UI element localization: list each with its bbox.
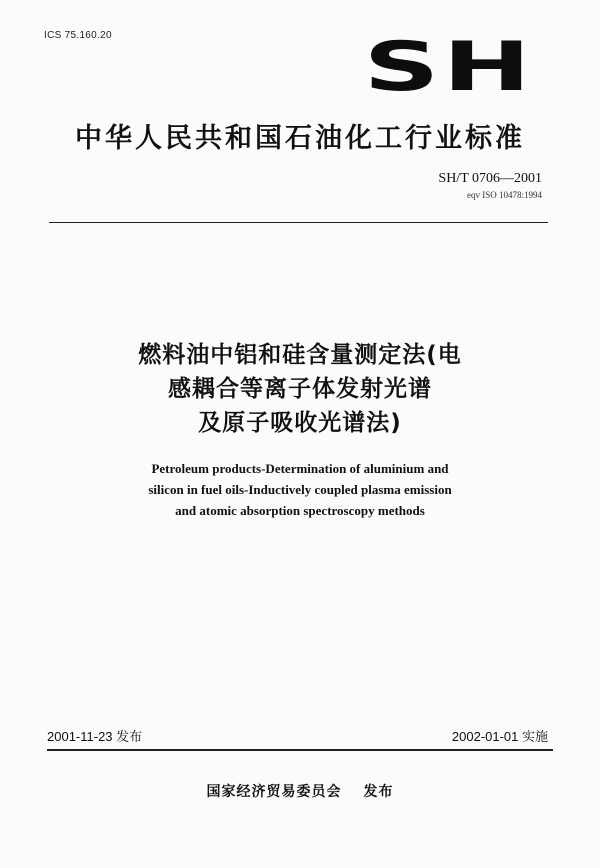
top-divider xyxy=(49,222,548,223)
english-title-line: Petroleum products-Determination of aluminium and xyxy=(151,461,449,476)
chinese-title-line: 感耦合等离子体发射光谱 xyxy=(168,376,432,402)
chinese-title xyxy=(0,338,600,440)
bottom-divider xyxy=(47,749,553,751)
issue-date: 2001-11-23 发布 xyxy=(47,729,143,744)
standard-equivalent: eqv ISO 10478:1994 xyxy=(467,190,542,200)
issuer xyxy=(0,781,600,801)
standard-code: SH/T 0706—2001 xyxy=(438,171,542,186)
issuer-verb: 发布 xyxy=(363,784,394,800)
ics-code: ICS 75.160.20 xyxy=(44,30,112,41)
chinese-title-line: 燃料油中铝和硅含量测定法(电 xyxy=(138,342,462,368)
english-title-line: silicon in fuel oils-Inductively coupled plasma emission xyxy=(148,482,452,497)
chinese-title-line: 及原子吸收光谱法) xyxy=(198,410,402,436)
implementation-date: 2002-01-01 实施 xyxy=(451,729,548,744)
sh-logo: SH xyxy=(363,28,534,107)
english-title-line: and atomic absorption spectroscopy methods xyxy=(175,503,425,518)
org-title: 中华人民共和国石油化工行业标准 xyxy=(75,123,525,154)
english-title xyxy=(0,458,600,521)
issuer-name: 国家经济贸易委员会 xyxy=(206,784,342,800)
